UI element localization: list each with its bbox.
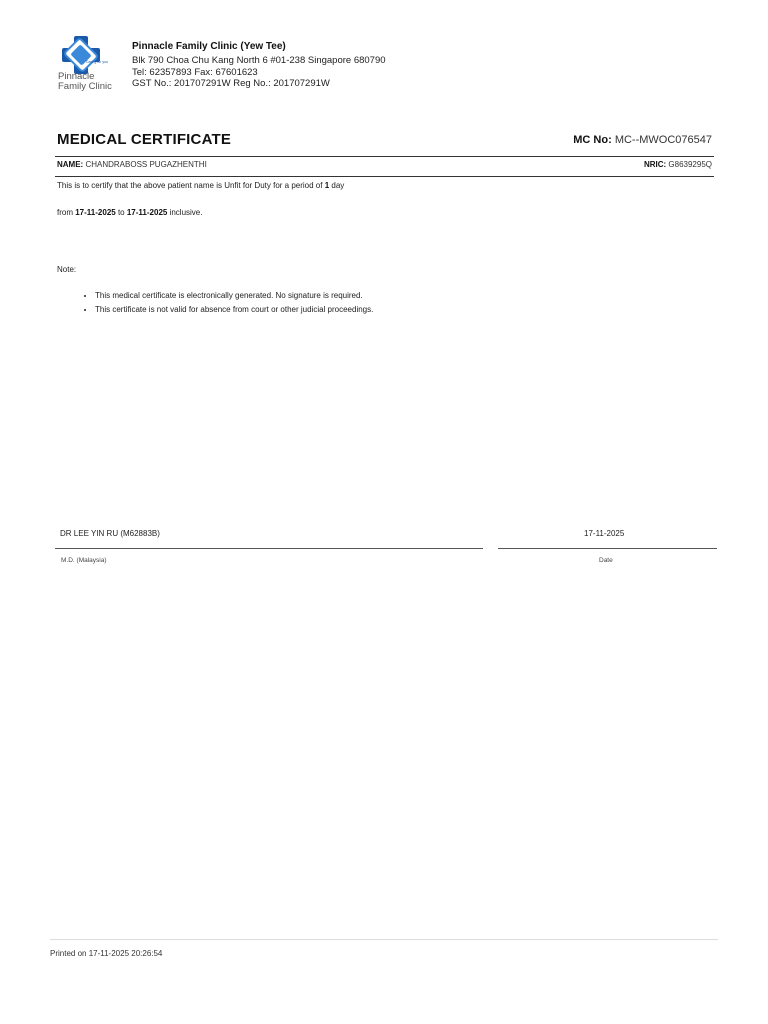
clinic-contact: Tel: 62357893 Fax: 67601623 [132,67,258,78]
footer-divider [50,939,718,940]
doctor-qualification: M.D. (Malaysia) [61,557,107,564]
mc-number [573,134,712,146]
to-date: 17-11-2025 [126,208,168,217]
certify-statement [57,181,344,190]
patient-name [57,160,207,169]
clinic-logo [50,32,120,112]
clinic-name: Pinnacle Family Clinic (Yew Tee) [132,41,286,52]
patient-name-label: NAME: [57,160,84,169]
page-title: MEDICAL CERTIFICATE [57,131,232,148]
patient-nric [644,160,712,169]
note-list [78,289,373,317]
from-label: from [57,208,73,217]
date-range [57,208,202,217]
doctor-name: DR LEE YIN RU (M62883B) [60,529,160,538]
note-item: • This certificate is not valid for absence from court or other judicial proceedings. [95,303,373,317]
date-label: Date [599,557,613,564]
mc-number-value: MC--MWOC076547 [614,134,712,146]
patient-nric-value: G8639295Q [668,160,712,169]
patient-nric-label: NRIC: [643,160,667,169]
note-item: • This medical certificate is electronically generated. No signature is required. [95,289,373,303]
clinic-address: Blk 790 Choa Chu Kang North 6 #01-238 Singapore 680790 [132,55,386,66]
logo-tagline: Caring for you [86,60,108,64]
logo-text-line2: Family Clinic [58,81,112,92]
printed-timestamp: Printed on 17-11-2025 20:26:54 [50,949,163,958]
inclusive-label: inclusive. [169,208,203,217]
certify-text: This is to certify that the above patient name is Unfit for Duty for a period of [57,181,323,190]
logo-text-line1: Pinnacle [58,71,95,82]
period-value: 1 [324,181,330,190]
clinic-logo-icon [58,34,104,76]
signature-line [55,548,483,549]
divider-bottom [55,176,714,177]
from-date: 17-11-2025 [75,208,116,217]
note-label: Note: [57,265,77,274]
to-label: to [117,208,125,217]
clinic-registration: GST No.: 201707291W Reg No.: 201707291W [132,78,330,89]
period-unit: day [331,181,345,190]
mc-number-label: MC No: [573,134,612,146]
patient-name-value: CHANDRABOSS PUGAZHENTHI [85,160,207,169]
date-line [498,548,717,549]
divider-top [55,156,714,157]
signature-date: 17-11-2025 [584,529,625,538]
logo-text [58,72,112,92]
